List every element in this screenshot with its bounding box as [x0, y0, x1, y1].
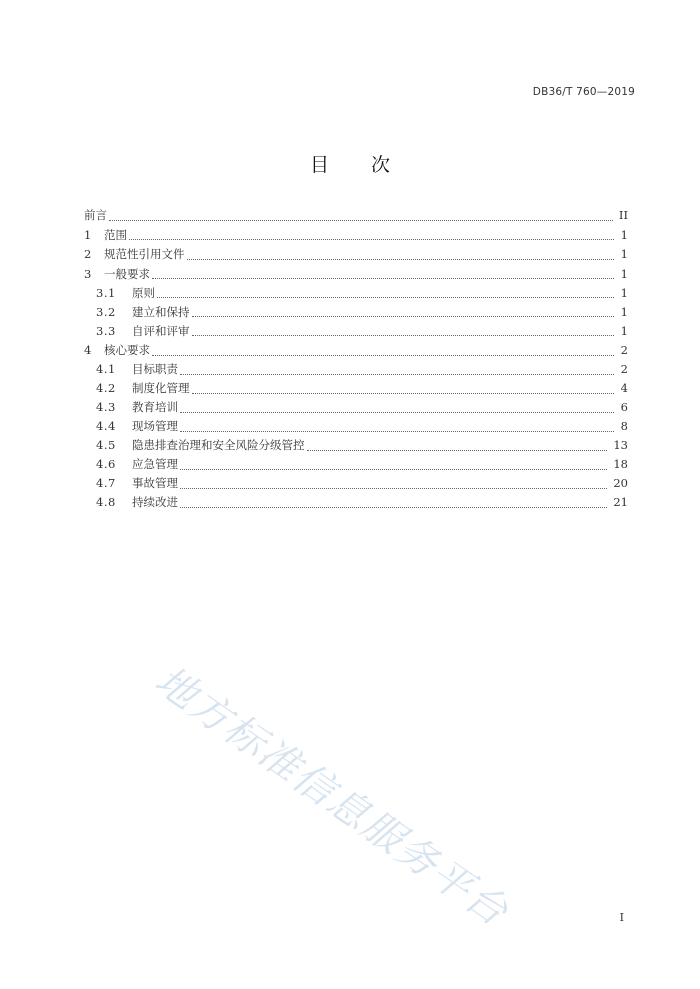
- toc-entry-general-requirements[interactable]: [84, 265, 628, 285]
- toc-entry-continuous-improvement[interactable]: [84, 494, 628, 513]
- toc-leader-dots: [180, 475, 607, 494]
- toc-leader-dots: [187, 246, 615, 265]
- toc-entry-title: 现场管理: [132, 419, 178, 433]
- toc-entry-title: 自评和评审: [132, 323, 190, 338]
- toc-entry-page: 6: [620, 400, 628, 414]
- toc-entry-scope[interactable]: [84, 226, 628, 246]
- toc-entry-number: 4.3: [96, 400, 116, 414]
- toc-leader-dots: [180, 399, 614, 418]
- toc-entry-number: 1: [84, 227, 92, 242]
- page-title: 目次: [309, 154, 432, 176]
- page-number: I: [619, 911, 624, 924]
- table-of-contents: [84, 206, 628, 513]
- toc-entry-objectives[interactable]: [84, 361, 628, 380]
- toc-entry-page: 2: [620, 362, 628, 376]
- toc-entry-number: 3.3: [96, 323, 116, 338]
- toc-entry-title: 应急管理: [132, 457, 178, 471]
- toc-entry-page: 1: [620, 247, 628, 261]
- toc-entry-core-requirements[interactable]: [84, 341, 628, 361]
- toc-entry-number: 4: [84, 343, 92, 357]
- toc-leader-dots: [180, 361, 614, 380]
- toc-leader-dots: [180, 494, 607, 513]
- toc-entry-site-management[interactable]: [84, 418, 628, 437]
- toc-entry-title: 一般要求: [104, 266, 150, 281]
- toc-entry-page: 1: [620, 227, 628, 242]
- toc-leader-dots: [152, 342, 614, 361]
- toc-entry-title: 建立和保持: [132, 304, 190, 319]
- toc-entry-number: 4.4: [96, 419, 116, 433]
- toc-entry-page: 20: [613, 476, 628, 490]
- toc-entry-page: 4: [620, 381, 628, 395]
- toc-entry-number: 4.8: [96, 495, 116, 509]
- toc-leader-dots: [192, 380, 615, 399]
- toc-leader-dots: [192, 322, 615, 341]
- document-code: DB36/T 760—2019: [532, 86, 635, 98]
- toc-entry-establish-maintain[interactable]: [84, 303, 628, 322]
- toc-entry-number: 4.2: [96, 381, 116, 395]
- toc-entry-page: 2: [620, 343, 628, 357]
- toc-entry-title: 前言: [84, 208, 107, 222]
- toc-entry-page: 1: [620, 266, 628, 281]
- toc-entry-title: 持续改进: [132, 495, 178, 509]
- toc-leader-dots: [192, 303, 615, 322]
- toc-leader-dots: [307, 437, 608, 456]
- toc-entry-page: 8: [620, 419, 628, 433]
- toc-entry-normative-references[interactable]: [84, 245, 628, 265]
- toc-leader-dots: [109, 207, 613, 226]
- toc-entry-page: 13: [613, 438, 628, 452]
- toc-entry-self-assessment[interactable]: [84, 322, 628, 341]
- toc-entry-training[interactable]: [84, 399, 628, 418]
- toc-entry-number: 4.6: [96, 457, 116, 471]
- toc-entry-title: 事故管理: [132, 476, 178, 490]
- toc-entry-page: 1: [620, 285, 628, 300]
- watermark: 地方标准信息服务平台: [146, 657, 517, 936]
- toc-entry-institutional-management[interactable]: [84, 380, 628, 399]
- toc-entry-principles[interactable]: [84, 284, 628, 303]
- toc-entry-number: 3: [84, 266, 92, 281]
- toc-entry-title: 目标职责: [132, 362, 178, 376]
- toc-entry-number: 2: [84, 247, 92, 261]
- toc-entry-number: 4.5: [96, 438, 116, 452]
- toc-entry-page: 1: [620, 304, 628, 319]
- toc-entry-title: 范围: [104, 227, 127, 242]
- toc-entry-page: 1: [620, 323, 628, 338]
- toc-leader-dots: [152, 265, 614, 284]
- toc-leader-dots: [180, 418, 614, 437]
- toc-entry-title: 核心要求: [104, 343, 150, 357]
- toc-entry-title: 原则: [132, 285, 155, 300]
- toc-entry-page: II: [618, 208, 628, 222]
- toc-entry-emergency-management[interactable]: [84, 456, 628, 475]
- toc-leader-dots: [180, 456, 607, 475]
- toc-entry-number: 4.7: [96, 476, 116, 490]
- toc-leader-dots: [157, 284, 614, 303]
- toc-entry-hazard-control[interactable]: [84, 437, 628, 456]
- toc-entry-title: 制度化管理: [132, 381, 190, 395]
- toc-leader-dots: [129, 226, 614, 245]
- toc-entry-title: 教育培训: [132, 400, 178, 414]
- toc-entry-title: 规范性引用文件: [104, 247, 185, 261]
- toc-entry-number: 3.1: [96, 285, 116, 300]
- toc-entry-foreword[interactable]: [84, 206, 628, 226]
- toc-entry-accident-management[interactable]: [84, 475, 628, 494]
- toc-entry-number: 4.1: [96, 362, 116, 376]
- toc-entry-page: 18: [613, 457, 628, 471]
- toc-entry-title: 隐患排查治理和安全风险分级管控: [132, 438, 305, 452]
- toc-entry-page: 21: [613, 495, 628, 509]
- toc-entry-number: 3.2: [96, 304, 116, 319]
